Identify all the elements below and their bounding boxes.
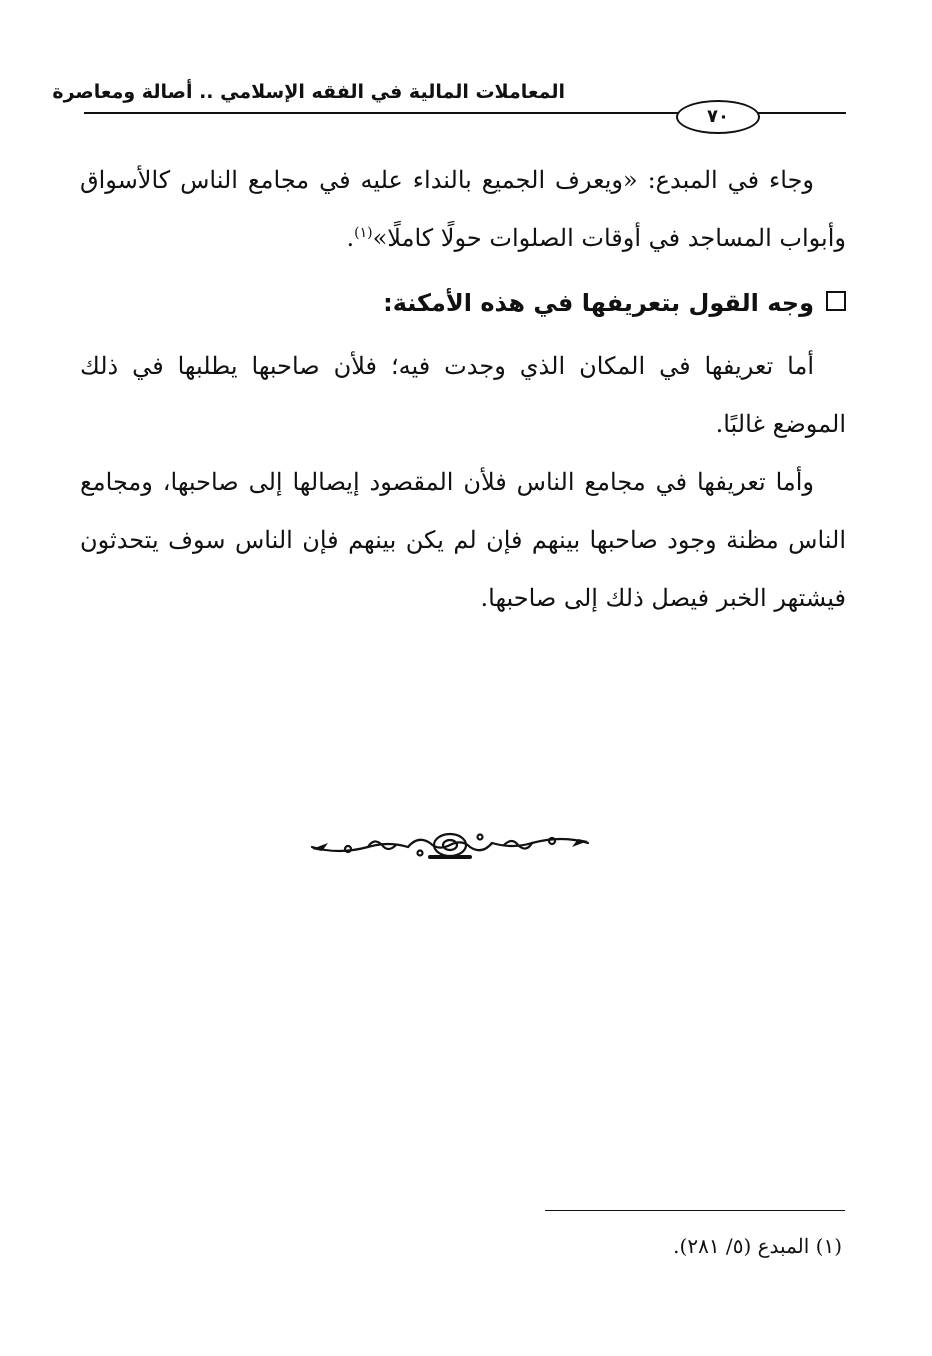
footnote: (١) المبدع (٥/ ٢٨١). <box>673 1234 842 1258</box>
section-heading <box>80 275 846 331</box>
paragraph-mubdi-quote <box>80 151 846 267</box>
section-heading-text: وجه القول بتعريفها في هذه الأمكنة: <box>383 289 814 317</box>
running-header-title: المعاملات المالية في الفقه الإسلامي .. أصالة ومعاصرة <box>52 81 565 103</box>
paragraph-gatherings-text: وأما تعريفها في مجامع الناس فلأن المقصود إيصالها إلى صاحبها، ومجامع الناس مظنة وجود صاحبها بينهم فإن لم يكن بينهم فإن الناس سوف يتحدثون فيشتهر الخبر فيصل ذلك إلى صاحبها. <box>80 468 846 612</box>
page-number: ٧٠ <box>676 100 760 134</box>
decorative-ornament-icon <box>308 825 592 865</box>
square-bullet-icon <box>826 291 846 311</box>
paragraph-gatherings <box>80 453 846 627</box>
paragraph-place-found-text: أما تعريفها في المكان الذي وجدت فيه؛ فلأن صاحبها يطلبها في ذلك الموضع غالبًا. <box>80 352 846 438</box>
footnote-rule <box>545 1210 845 1211</box>
paragraph-end-mark: . <box>346 224 355 252</box>
footnote-reference[interactable]: (١) <box>354 225 373 241</box>
paragraph-place-found <box>80 337 846 453</box>
paragraph-mubdi-text: وجاء في المبدع: «ويعرف الجميع بالنداء عليه في مجامع الناس كالأسواق وأبواب المساجد في أوقات الصلوات حولًا كاملًا» <box>80 166 846 252</box>
